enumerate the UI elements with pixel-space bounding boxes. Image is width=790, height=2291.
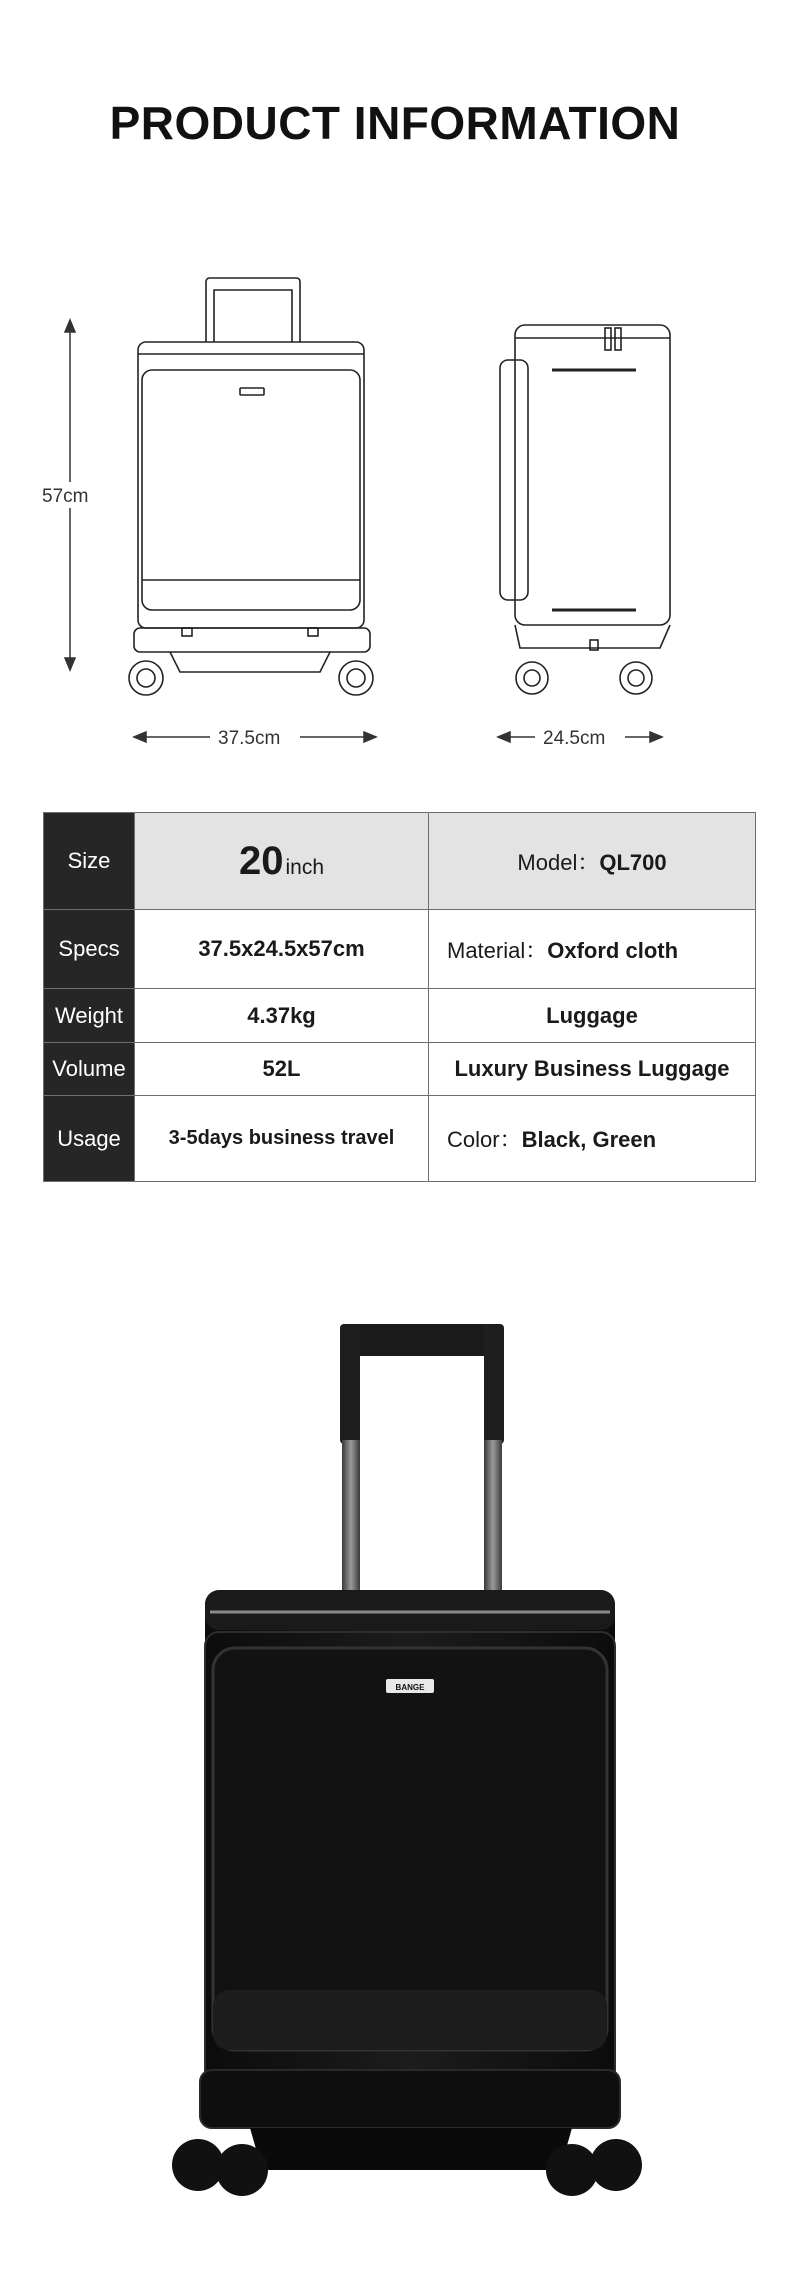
color-label: Color： <box>447 1127 522 1152</box>
weight-right-value: Luggage <box>429 989 756 1043</box>
table-row <box>44 813 756 910</box>
table-row <box>44 1096 756 1182</box>
size-value: 20 <box>238 838 284 883</box>
material-value: Oxford cloth <box>547 937 679 963</box>
volume-header: Volume <box>44 1043 135 1096</box>
size-cell <box>135 813 429 910</box>
spec-table <box>43 812 756 1182</box>
width-label: 37.5cm <box>218 728 281 749</box>
product-photo <box>0 1290 790 2230</box>
specs-header: Specs <box>44 910 135 989</box>
front-view-suitcase <box>129 278 373 695</box>
material-cell <box>429 910 756 989</box>
depth-label: 24.5cm <box>543 728 606 749</box>
usage-header: Usage <box>44 1096 135 1182</box>
table-row <box>44 1043 756 1096</box>
color-value: Black, Green <box>521 1127 657 1152</box>
side-view-suitcase <box>500 325 670 694</box>
volume-value: 52L <box>135 1043 429 1096</box>
weight-header: Weight <box>44 989 135 1043</box>
height-label: 57cm <box>42 486 89 507</box>
specs-value: 37.5x24.5x57cm <box>135 910 429 989</box>
material-label: Material： <box>447 937 548 963</box>
page-title: PRODUCT INFORMATION <box>109 97 681 149</box>
suitcase-body <box>200 1590 620 2170</box>
model-label: Model： <box>517 849 600 875</box>
dimension-drawing <box>0 270 790 760</box>
color-cell <box>429 1096 756 1182</box>
volume-right-value: Luxury Business Luggage <box>429 1043 756 1096</box>
usage-value: 3-5days business travel <box>135 1096 429 1182</box>
weight-value: 4.37kg <box>135 989 429 1043</box>
size-header: Size <box>44 813 135 910</box>
size-unit: inch <box>285 855 325 879</box>
model-cell <box>429 813 756 910</box>
table-row <box>44 910 756 989</box>
model-value: QL700 <box>599 849 667 875</box>
brand-badge: BANGE <box>395 1683 425 1692</box>
table-row <box>44 989 756 1043</box>
